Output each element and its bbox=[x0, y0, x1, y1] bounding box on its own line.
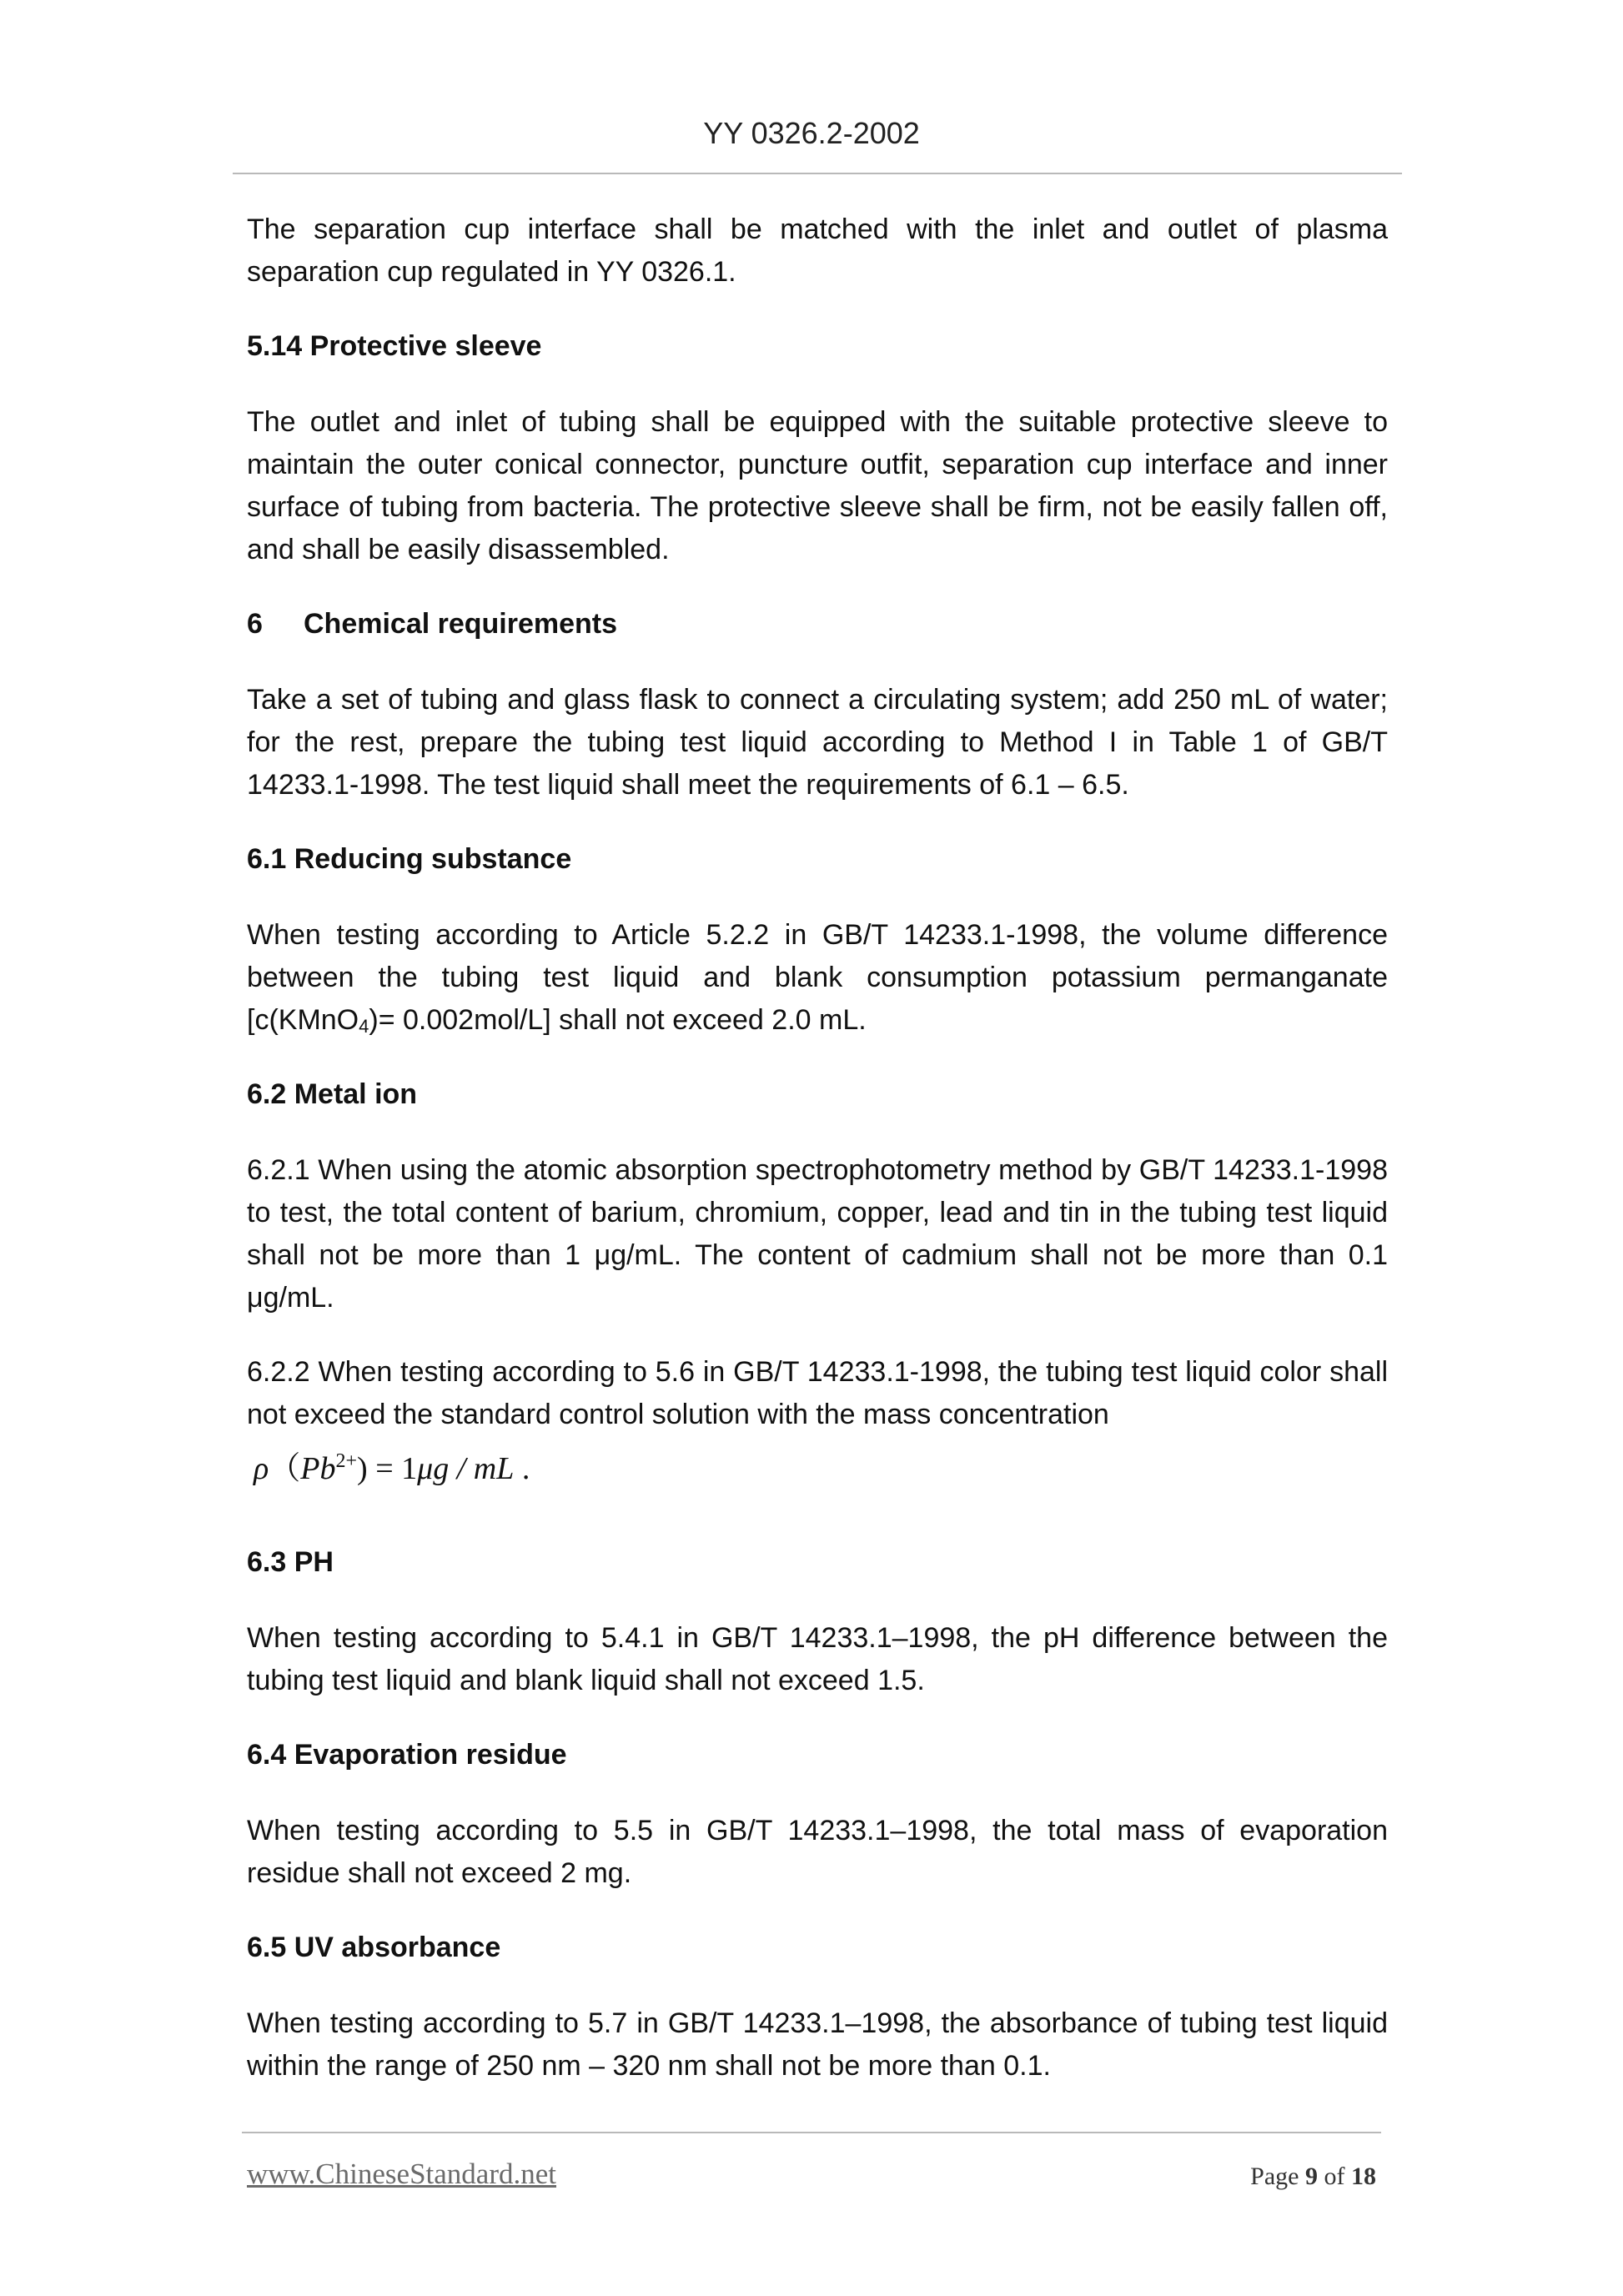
section-6-1-paragraph bbox=[247, 914, 1388, 1042]
website-link[interactable]: www.ChineseStandard.net bbox=[247, 2158, 556, 2190]
lead-concentration-formula bbox=[247, 1444, 1388, 1493]
intro-paragraph: The separation cup interface shall be matched with the inlet and outlet of plasma separation cup regulated in YY 0326.1. bbox=[247, 214, 1388, 288]
section-6-5-paragraph: When testing according to 5.7 in GB/T 14233.1–1998, the absorbance of tubing test liquid within the range of 250 nm – 320 nm shall not be more than 0.1. bbox=[247, 2007, 1388, 2082]
formula-equals: = 1 bbox=[367, 1451, 418, 1486]
of-label: of bbox=[1324, 2163, 1345, 2190]
section-6-3-heading: 6.3 PH bbox=[247, 1546, 334, 1578]
subscript-4: 4 bbox=[359, 1016, 369, 1037]
section-6-4-paragraph: When testing according to 5.5 in GB/T 14233.1–1998, the total mass of evaporation residue shall not exceed 2 mg. bbox=[247, 1815, 1388, 1889]
formula-period: . bbox=[514, 1451, 530, 1486]
formula-rho: ρ bbox=[254, 1451, 269, 1486]
section-6-2-1-paragraph: 6.2.1 When using the atomic absorption spectrophotometry method by GB/T 14233.1-1998 to test, the total content of barium, chromium, copper, lead and tin in the tubing test liquid shall not be more than 1 μg/mL. The content of cadmium shall not be more than 0.1 μg/mL. bbox=[247, 1154, 1388, 1314]
section-6-number: 6 bbox=[247, 608, 263, 640]
section-6-3-paragraph: When testing according to 5.4.1 in GB/T 14233.1–1998, the pH difference between the tubing test liquid and blank liquid shall not exceed 1.5. bbox=[247, 1622, 1388, 1696]
section-6-4-heading: 6.4 Evaporation residue bbox=[247, 1739, 567, 1771]
footer-divider bbox=[242, 2132, 1381, 2133]
section-6-1-text-b: )= 0.002mol/L] shall not exceed 2.0 mL. bbox=[369, 1004, 867, 1036]
section-6-heading bbox=[247, 603, 1388, 646]
section-6-title: Chemical requirements bbox=[304, 608, 618, 640]
section-5-14-paragraph: The outlet and inlet of tubing shall be equipped with the suitable protective sleeve to maintain the outer conical connector, puncture outfit, separation cup interface and inner surface of tubing from bacteria. The protective sleeve shall be firm, not be easily fallen off, and shall be easily disassembled. bbox=[247, 406, 1388, 565]
formula-charge: 2+ bbox=[335, 1450, 358, 1472]
section-6-2-heading: 6.2 Metal ion bbox=[247, 1078, 418, 1110]
section-6-1-heading: 6.1 Reducing substance bbox=[247, 843, 572, 875]
formula-pb: Pb bbox=[300, 1451, 336, 1486]
document-header-title: YY 0326.2-2002 bbox=[703, 116, 920, 150]
formula-unit: μg / mL bbox=[417, 1451, 515, 1486]
section-6-2-2-paragraph: 6.2.2 When testing according to 5.6 in GB/T 14233.1-1998, the tubing test liquid color shall not exceed the standard control solution with the mass concentration bbox=[247, 1356, 1388, 1430]
page-number: 9 bbox=[1305, 2163, 1318, 2190]
formula-paren-close: ) bbox=[357, 1451, 368, 1486]
document-body bbox=[247, 208, 1388, 2119]
header-divider bbox=[233, 173, 1402, 174]
page-label: Page bbox=[1250, 2163, 1299, 2190]
section-6-5-heading: 6.5 UV absorbance bbox=[247, 1932, 501, 1963]
section-5-14-heading: 5.14 Protective sleeve bbox=[247, 330, 542, 362]
section-6-1-text-a: When testing according to Article 5.2.2 in GB/T 14233.1-1998, the volume difference between the tubing test liquid and blank consumption potassium permanganate [c(KMnO bbox=[247, 919, 1388, 1036]
page-total: 18 bbox=[1351, 2163, 1376, 2190]
formula-paren-open: （ bbox=[269, 1451, 301, 1486]
page-indicator bbox=[1250, 2160, 1376, 2193]
section-6-paragraph: Take a set of tubing and glass flask to connect a circulating system; add 250 mL of water; for the rest, prepare the tubing test liquid according to Method I in Table 1 of GB/T 14233.1-1998. The test liquid shall meet the requirements of 6.1 – 6.5. bbox=[247, 684, 1388, 801]
